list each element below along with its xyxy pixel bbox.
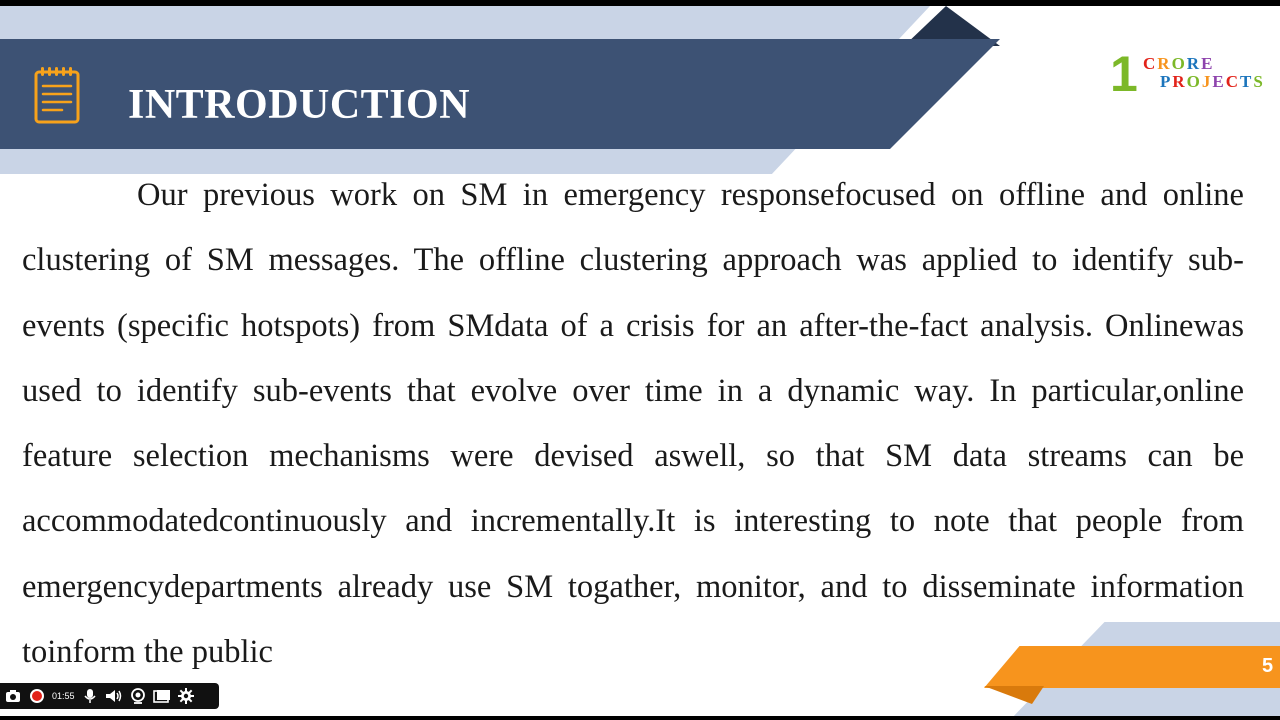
notepad-icon <box>34 66 80 124</box>
logo-number: 1 <box>1110 46 1138 102</box>
logo-letter: E <box>1212 72 1226 91</box>
webcam-icon[interactable] <box>129 687 147 705</box>
screen-recorder-toolbar <box>0 683 219 709</box>
bottom-border <box>0 716 1280 720</box>
logo-letter: S <box>1253 72 1265 91</box>
logo-letter: O <box>1186 72 1202 91</box>
speaker-icon[interactable] <box>105 687 123 705</box>
gear-icon[interactable] <box>177 687 195 705</box>
logo-letter: R <box>1186 54 1202 73</box>
camera-icon[interactable] <box>4 687 22 705</box>
record-icon[interactable] <box>28 687 46 705</box>
logo-line-projects <box>1160 73 1265 91</box>
footer-orange-band <box>984 646 1280 688</box>
top-border <box>0 0 1280 6</box>
slide-body-text: Our previous work on SM in emergency responsefocused on offline and online clustering of SM messages. The offline clustering approach was applied to identify sub-events (specific hotspots) from SMdata of a crisis for an after-the-fact analysis. Onlinewas used to identify sub-events that evolve over time in a dynamic way. In particular,online feature selection mechanisms were devised aswell, so that SM data streams can be accommodatedcontinuously and incrementally.It is interesting to note that people from emergencydepartments already use SM togather, monitor, and to disseminate information toinform the public <box>22 177 1244 671</box>
logo-letter: C <box>1225 72 1241 91</box>
logo-letter: T <box>1240 72 1254 91</box>
logo-letter: O <box>1171 54 1187 73</box>
logo-letter: P <box>1160 72 1173 91</box>
window-icon[interactable] <box>153 687 171 705</box>
logo-letter: C <box>1143 54 1158 73</box>
microphone-icon[interactable] <box>81 687 99 705</box>
company-logo <box>1110 46 1270 102</box>
page-number: 5 <box>1262 655 1274 677</box>
logo-letter: J <box>1201 72 1213 91</box>
logo-letter: R <box>1157 54 1172 73</box>
logo-letter: E <box>1201 54 1215 73</box>
logo-letter: R <box>1172 72 1187 91</box>
logo-line-crore <box>1143 55 1214 73</box>
recording-time: 01:55 <box>52 691 75 701</box>
slide-title: INTRODUCTION <box>128 82 471 128</box>
